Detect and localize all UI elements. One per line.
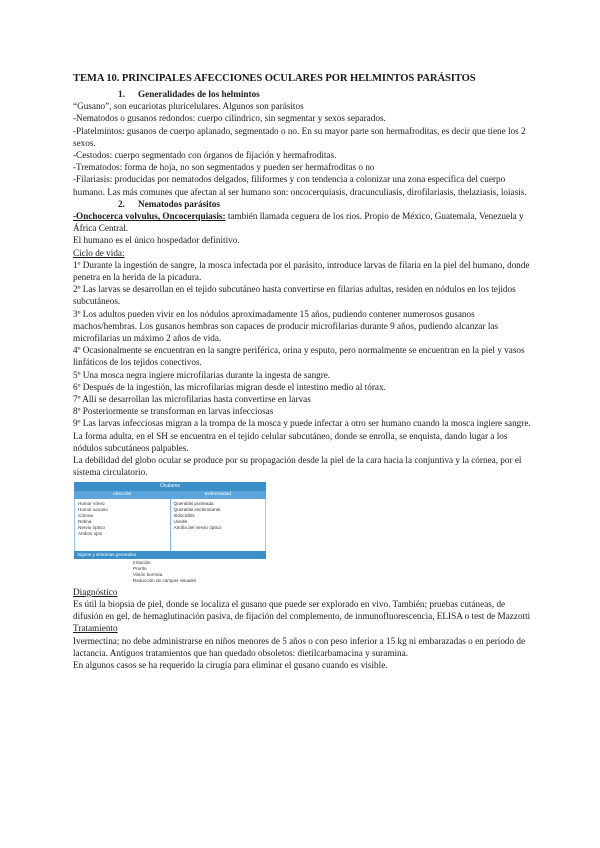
paragraph: -Filariasis: producidas por nematodos delgados, filiformes y con tendencia a colonizar una zona específica del cuerpo humano. Las más comunes que afectan al ser humano son: oncocerquiasis, dracunculiasis, dirofilariasis, thelaziasis, loiasis. bbox=[73, 174, 527, 197]
symptoms-list bbox=[74, 559, 266, 584]
section-heading-1 bbox=[73, 88, 533, 100]
page-title: TEMA 10. PRINCIPALES AFECCIONES OCULARES POR HELMINTOS PARÁSITOS bbox=[73, 73, 476, 84]
species-name: -Onchocerca volvulus, Oncocerquiasis: bbox=[73, 211, 226, 222]
paragraph: -Platelmintos: gusanos de cuerpo aplanado, segmentado o no. En su mayor parte son hermafroditas, es decir que tiene los 2 sexos. bbox=[73, 125, 526, 148]
cycle-step: 2º Las larvas se desarrollan en el tejido subcutáneo hasta convertirse en filarias adultas, residen en nódulos en los tejidos subcutáneos. bbox=[73, 284, 516, 307]
table-cell: Atrofia del nervio óptico bbox=[173, 524, 222, 530]
section-number: 1. bbox=[118, 89, 125, 99]
table-cell: Uveitis bbox=[173, 518, 188, 524]
cycle-step: 3º Los adultos pueden vivir en los nódulos aproximadamente 15 años, pudiendo contener numerosos gusanos machos/hembras. Los gusanos hembras son capaces de producir microfilarias durante 9 años, pudiendo alcanzar las microfilarias un máximo 2 años de vida. bbox=[73, 308, 499, 344]
column-header-disease: Enfermedad bbox=[204, 491, 232, 497]
disease-column bbox=[171, 499, 266, 551]
table-header: Oculares bbox=[74, 482, 266, 491]
symptoms-header: Signos y síntomas generales bbox=[74, 551, 266, 559]
cycle-step: 6º Después de la ingestión, las microfilarias migran desde el intestino medio al tórax. bbox=[73, 381, 386, 392]
paragraph: “Gusano”, son eucariotas pluricelulares. Algunos son parásitos bbox=[73, 101, 304, 112]
table-cell: Iridociclitis bbox=[173, 512, 195, 518]
cycle-step: 5º Una mosca negra ingiere microfilarias durante la ingesta de sangre. bbox=[73, 369, 331, 380]
column-header-affection: Afección bbox=[112, 491, 132, 497]
affection-column bbox=[75, 499, 171, 551]
table-cell: Córnea bbox=[78, 512, 94, 518]
symptom-item: Prurito bbox=[133, 565, 147, 571]
paragraph: La forma adulta, en el SH se encuentra en el tejido celular subcutáneo, donde se enrolla, se enquista, dando lugar a los nódulos subcutáneos palpables. bbox=[73, 430, 508, 453]
species-description: también llamada ceguera de los ríos. Propio de México, Guatemala, Venezuela y África Central. bbox=[73, 211, 524, 234]
symptom-item: Reducción de campos visuales bbox=[133, 577, 197, 583]
paragraph: -Trematodos: forma de hoja, no son segmentados y pueden ser hermafroditas o no bbox=[73, 162, 375, 173]
treatment-label: Tratamiento bbox=[73, 623, 118, 634]
paragraph: El humano es el único hospedador definitivo. bbox=[73, 235, 240, 246]
paragraph: Ivermectina; no debe administrarse en niños menores de 5 años o con peso inferior a 15 kg ni embarazadas o en período de lactancia. Antiguos tratamientos que han quedado obsoletos: dietilcarbamacina y suramina. bbox=[73, 635, 526, 658]
symptom-item: Visión borrosa bbox=[133, 571, 163, 577]
table-cell: Ambos ojos bbox=[78, 530, 103, 536]
table-cell: Retina bbox=[78, 518, 92, 524]
table-column-headers bbox=[74, 491, 266, 499]
cycle-step: 8º Posteriormente se transforman en larvas infecciosas bbox=[73, 406, 274, 417]
cycle-label: Ciclo de vida: bbox=[73, 247, 125, 258]
paragraph: -Cestodos: cuerpo segmentado con órganos de fijación y hermafroditas. bbox=[73, 150, 337, 161]
paragraph: En algunos casos se ha requerido la cirugía para eliminar el gusano cuando es visible. bbox=[73, 660, 388, 671]
section-title: Nematodos parásitos bbox=[138, 198, 220, 209]
cycle-step: 7º Allí se desarrollan las microfilarias hasta convertirse en larvas bbox=[73, 394, 311, 405]
onchocerca-paragraph bbox=[73, 210, 533, 234]
cycle-step: 1º Durante la ingestión de sangre, la mosca infectada por el parásito, introduce larvas de filaria en la piel del humano, donde penetra en la herida de la picadura. bbox=[73, 259, 530, 283]
cycle-step: 4º Ocasionalmente se encuentran en la sangre periférica, orina y esputo, pero normalmente se encuentran en la piel y vasos linfáticos de los tejidos conectivos. bbox=[73, 345, 525, 368]
section-title: Generalidades de los helmintos bbox=[138, 89, 260, 99]
table-cell: Queratitis punteada bbox=[173, 500, 214, 506]
section-number: 2. bbox=[118, 198, 125, 209]
paragraph: -Nematodos o gusanos redondos: cuerpo cilíndrico, sin segmentar y sexos separados. bbox=[73, 113, 386, 124]
table-cell: Humor acuoso bbox=[78, 506, 108, 512]
section-heading-2 bbox=[73, 198, 533, 210]
document-page bbox=[73, 72, 533, 671]
table-cell: Nervio óptico bbox=[78, 524, 105, 530]
cycle-step: 9º Las larvas infecciosas migran a la trompa de la mosca y puede infectar a otro ser humano cuando la mosca ingiere sangre. bbox=[73, 418, 531, 429]
paragraph: Es útil la biopsia de piel, donde se localiza el gusano que puede ser explorado en vivo. También; pruebas cutáneas, de difusión en gel, de hemaglutinación pasiva, de fijación del complemento, de inmunofluorescencia, ELISA o test de Mazzotti bbox=[73, 599, 531, 622]
paragraph: La debilidad del globo ocular se produce por su propagación desde la piel de la cara hacia la conjuntiva y la córnea, por el sistema circulatorio. bbox=[73, 455, 522, 478]
symptom-item: Irritación bbox=[133, 559, 151, 565]
table-cell: Queratitis esclerosante bbox=[173, 506, 221, 512]
ocular-table bbox=[74, 482, 266, 584]
table-body bbox=[74, 499, 266, 551]
diagnosis-label: Diagnóstico bbox=[73, 586, 118, 597]
table-cell: Humor vítreo bbox=[78, 500, 105, 506]
